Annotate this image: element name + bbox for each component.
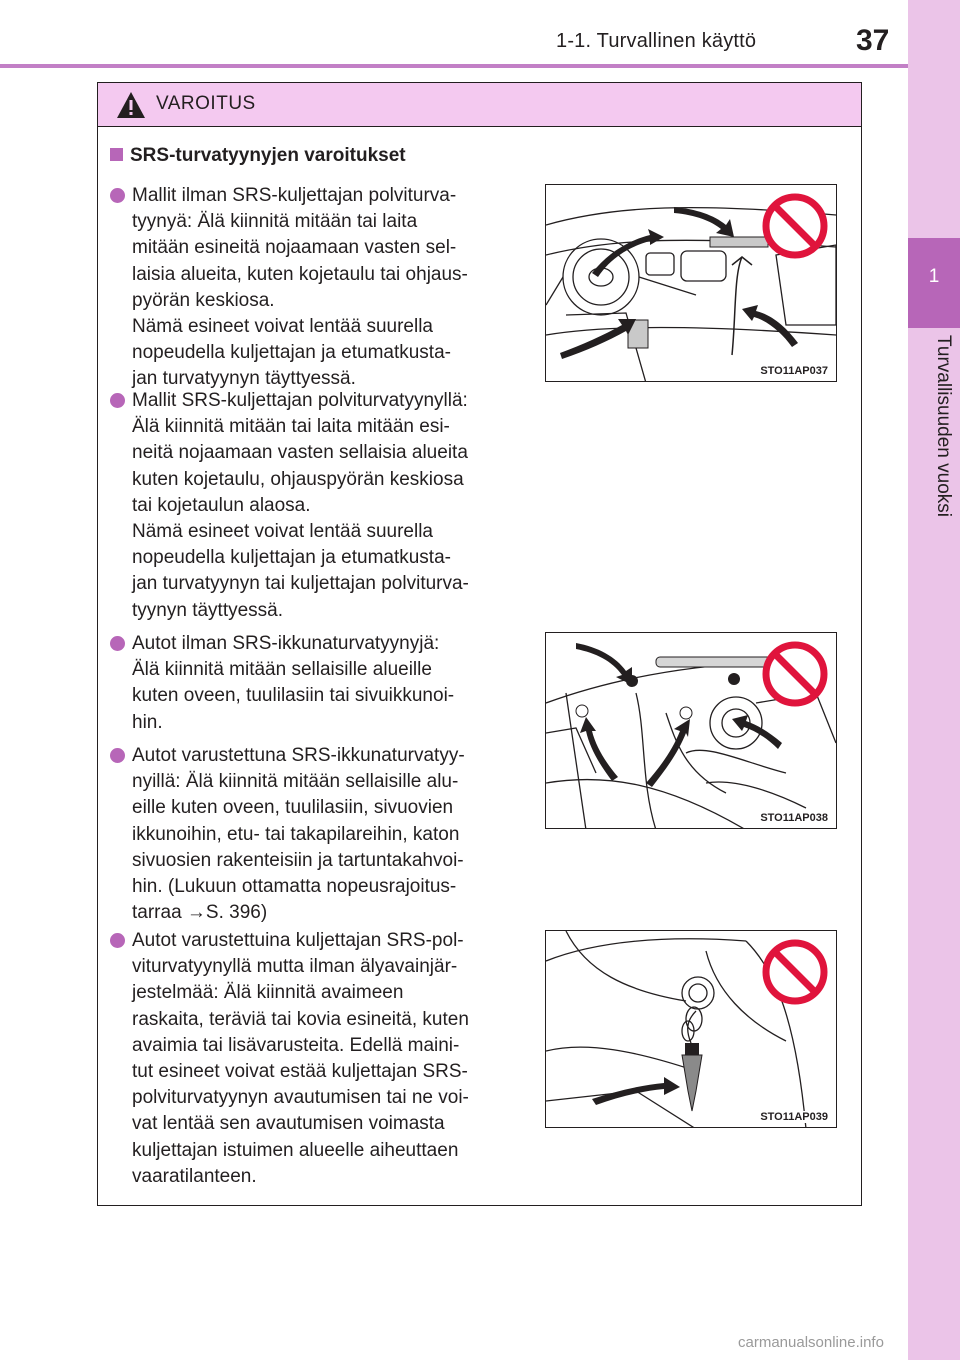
page-number: 37 xyxy=(856,24,890,57)
figure-ignition-key-illustration xyxy=(545,930,837,1128)
warning-bullet-4 xyxy=(132,743,519,926)
warning-box xyxy=(97,82,862,1206)
chapter-number-tab[interactable] xyxy=(908,238,960,328)
chapter-number: 1 xyxy=(928,266,940,287)
figure-interior-illustration xyxy=(545,632,837,829)
warning-title: VAROITUS xyxy=(156,93,256,114)
bullet-text: Autot varustettuna SRS-ikkunaturvatyy- nyillä: Älä kiinnitä mitään sellaisille alu- eille kuten oveen, tuulilasiin, sivuovien ikkunoihin, etu- tai takapilareihin, katon sivuosien rakenteisiin ja tartuntakahvoi- hin. (Lukuun ottamatta nopeusrajoitus- tarraa →S. 396) xyxy=(132,745,465,924)
figure-code: STO11AP038 xyxy=(760,812,828,824)
square-bullet-icon xyxy=(110,148,123,161)
warning-bullet-3 xyxy=(132,631,519,736)
warning-triangle-icon xyxy=(116,91,146,119)
header-divider xyxy=(0,64,908,68)
prohibition-icon xyxy=(762,641,828,707)
bullet-dot-icon xyxy=(110,393,125,408)
prohibition-icon xyxy=(762,193,828,259)
warning-subheading: SRS-turvatyynyjen varoitukset xyxy=(110,145,406,167)
bullet-text: Mallit SRS-kuljettajan polviturvatyynyllä: Älä kiinnitä mitään tai laita mitään esi- neitä nojaamaan vasten sellaisia alueita kuten kojetaulu, ohjauspyörän keskiosa tai kojetaulun alaosa. Nämä esineet voivat lentää suurella nopeudella kuljettajan ja etumatkusta- jan turvatyynyn tai kuljettajan polviturva- tyynyn täyttyessä. xyxy=(132,390,469,621)
bullet-text: Autot varustettuina kuljettajan SRS-pol- viturvatyynyllä mutta ilman älyavainjär- jestelmää: Älä kiinnitä avaimeen raskaita, teräviä tai kovia esineitä, kuten avaimia tai lisävarusteita. Edellä maini- tut esineet voivat estää kuljettajan SRS- polviturvatyynyn avautumisen tai ne voi- vat lentää sen avautumisen voimasta kuljettajan istuimen alueelle aiheuttaen vaaratilanteen. xyxy=(132,930,469,1187)
figure-dashboard-illustration xyxy=(545,184,837,382)
bullet-dot-icon xyxy=(110,748,125,763)
chapter-title-vertical xyxy=(934,335,958,575)
figure-code: STO11AP039 xyxy=(760,1111,828,1123)
prohibition-icon xyxy=(762,939,828,1005)
bullet-dot-icon xyxy=(110,636,125,651)
warning-header xyxy=(98,83,861,127)
bullet-dot-icon xyxy=(110,188,125,203)
bullet-text: Mallit ilman SRS-kuljettajan polviturva- tyynyä: Älä kiinnitä mitään tai laita mitään esineitä nojaamaan vasten sel- laisia alueita, kuten kojetaulu tai ohjaus- pyörän keskiosa. Nämä esineet voivat lentää suurella nopeudella kuljettajan ja etumatkusta- jan turvatyynyn täyttyessä. xyxy=(132,185,468,390)
chapter-side-tab xyxy=(908,0,960,1360)
warning-bullet-1 xyxy=(132,183,519,393)
bullet-dot-icon xyxy=(110,933,125,948)
figure-code: STO11AP037 xyxy=(760,365,828,377)
watermark: carmanualsonline.info xyxy=(738,1334,884,1351)
chapter-title: Turvallisuuden vuoksi xyxy=(933,335,954,517)
warning-bullet-2 xyxy=(132,388,519,624)
warning-bullet-5 xyxy=(132,928,519,1190)
bullet-text: Autot ilman SRS-ikkunaturvatyynyjä: Älä kiinnitä mitään sellaisille alueille kuten oveen, tuulilasiin tai sivuikkunoi- hin. xyxy=(132,633,455,733)
section-title: 1-1. Turvallinen käyttö xyxy=(556,30,757,52)
